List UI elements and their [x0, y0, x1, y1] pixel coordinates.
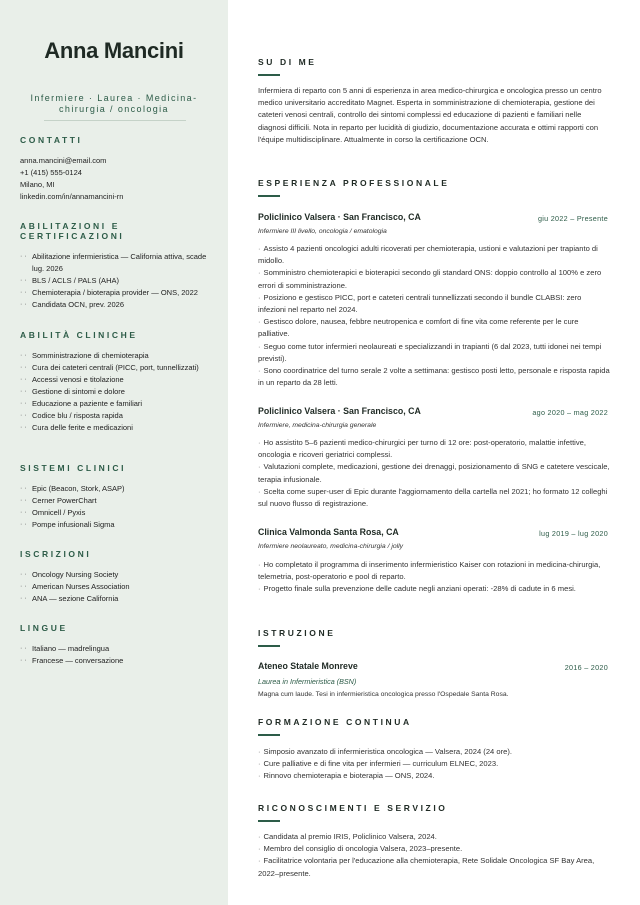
job-title: Clinica Valmonda Santa Rosa, CA	[258, 527, 399, 537]
list-item: · · ANA — sezione California	[20, 594, 119, 603]
systems-section	[20, 463, 220, 531]
education-rule	[258, 645, 280, 647]
memberships-heading: ISCRIZIONI	[20, 549, 92, 559]
awards-list	[258, 831, 610, 880]
clinical-skills-list	[20, 350, 220, 434]
job-bullets	[258, 559, 610, 596]
certifications-heading: ABILITAZIONI E CERTIFICAZIONI	[20, 221, 125, 241]
list-item: · · Somministrazione di chemioterapia	[20, 351, 149, 360]
list-item: · · Epic (Beacon, Stork, ASAP)	[20, 484, 125, 493]
job-dates: lug 2019 – lug 2020	[539, 529, 608, 538]
job-bullets	[258, 243, 610, 389]
list-item: · · Abilitazione infermieristica — California attiva, scade lug. 2026	[20, 252, 207, 273]
contacts-section	[20, 135, 220, 203]
job-title: Policlinico Valsera · San Francisco, CA	[258, 406, 421, 416]
list-item: · · Candidata OCN, prev. 2026	[20, 300, 124, 309]
list-item: · Facilitatrice volontaria per l'educazione alla chemioterapia, Rete Solidale Oncologica SF Bay Area, 2022–presente.	[258, 856, 595, 878]
list-item: · Scelta come super-user di Epic durante l'aggiornamento della cartella nel 2021; ho formato 12 colleghi sul nuovo flusso di registrazione.	[258, 486, 608, 509]
memberships-section	[20, 549, 220, 605]
job-title: Policlinico Valsera · San Francisco, CA	[258, 212, 421, 222]
list-item: · · Pompe infusionali Sigma	[20, 520, 115, 529]
certifications-section	[20, 221, 220, 311]
location: Milano, MI	[20, 180, 55, 189]
education-dates: 2016 – 2020	[564, 663, 608, 672]
list-item: · Simposio avanzato di infermieristica oncologica — Valsera, 2024 (24 ore).	[258, 747, 512, 756]
job-role: Infermiere, medicina-chirurgia generale	[258, 422, 377, 429]
training-heading: FORMAZIONE CONTINUA	[258, 717, 412, 727]
phone-number: +1 (415) 555-0124	[20, 168, 82, 177]
job-dates: giu 2022 – Presente	[537, 214, 608, 223]
memberships-list	[20, 569, 220, 605]
linkedin-link[interactable]: linkedin.com/in/annamancini-rn	[20, 192, 124, 201]
systems-heading: SISTEMI CLINICI	[20, 463, 127, 473]
list-item: · Somministro chemioterapici e bioterapici secondo gli standard ONS: doppio controllo al 100% e zero errori di somministrazione.	[258, 268, 602, 290]
list-item: · Posiziono e gestisco PICC, port e cateteri centrali tunnellizzati secondo il bundle CLABSI: zero infezioni nel reparto nel 2024.	[258, 292, 582, 315]
email-link[interactable]: anna.mancini@email.com	[20, 156, 107, 165]
languages-list	[20, 643, 220, 667]
education-heading: ISTRUZIONE	[258, 628, 336, 638]
certifications-list	[20, 251, 220, 311]
experience-heading: ESPERIENZA PROFESSIONALE	[258, 178, 450, 188]
about-rule	[258, 74, 280, 76]
training-rule	[258, 734, 280, 736]
education-note: Magna cum laude. Tesi in infermieristica oncologica presso l'Ospedale Santa Rosa.	[258, 691, 509, 698]
degree: Laurea in Infermieristica (BSN)	[258, 677, 357, 686]
languages-section	[20, 623, 220, 667]
list-item: · · Chemioterapia / bioterapia provider — ONS, 2022	[20, 288, 198, 297]
list-item: · Sono coordinatrice del turno serale 2 volte a settimana: gestisco posti letto, personale e risposta rapida in un reparto da 28 letti.	[258, 366, 610, 388]
list-item: · · Francese — conversazione	[20, 656, 124, 665]
languages-heading: LINGUE	[20, 623, 68, 633]
list-item: · · Cerner PowerChart	[20, 496, 97, 505]
list-item: · Cure palliative e di fine vita per infermieri — curriculum ELNEC, 2023.	[258, 759, 499, 769]
list-item: · · BLS / ACLS / PALS (AHA)	[20, 276, 119, 285]
list-item: · · Cura dei cateteri centrali (PICC, port, tunnellizzati)	[20, 363, 199, 372]
list-item: · Valutazioni complete, medicazioni, gestione dei drenaggi, posizionamento di SNG e catetere vescicale, terapia infusionale.	[258, 462, 610, 484]
list-item: · Candidata al premio IRIS, Policlinico Valsera, 2024.	[258, 832, 437, 841]
awards-heading: RICONOSCIMENTI E SERVIZIO	[258, 803, 448, 813]
about-heading: SU DI ME	[258, 57, 317, 67]
list-item: · Rinnovo chemioterapia e bioterapia — ONS, 2024.	[258, 771, 435, 781]
candidate-name: Anna Mancini	[44, 38, 184, 63]
list-item: · · Cura delle ferite e medicazioni	[20, 423, 133, 432]
systems-list	[20, 483, 220, 531]
list-item: · Progetto finale sulla prevenzione delle cadute negli anziani operati: -28% di cadute in 6 mesi.	[258, 584, 576, 594]
list-item: · · Educazione a paziente e familiari	[20, 399, 143, 408]
tagline: Infermiere · Laurea · Medicina-chirurgia / oncologia	[30, 93, 198, 114]
tagline-divider	[44, 120, 186, 121]
list-item: · · Codice blu / risposta rapida	[20, 411, 123, 420]
list-item: · Gestisco dolore, nausea, febbre neutropenica e comfort di fine vita come referente per le cure palliative.	[258, 317, 579, 339]
list-item: · Ho completato il programma di inserimento infermieristico Kaiser con rotazioni in medicina-chirurgia, telemetria, post-operatorio e pool di reparto.	[258, 560, 601, 582]
school-name: Ateneo Statale Monreve	[258, 661, 358, 671]
job-role: Infermiere neolaureato, medicina-chirurgia / jolly	[258, 543, 404, 550]
list-item: · · Accessi venosi e titolazione	[20, 375, 124, 384]
contacts-heading: CONTATTI	[20, 135, 83, 145]
list-item: · · Italiano — madrelingua	[20, 644, 110, 653]
list-item: · · American Nurses Association	[20, 582, 130, 591]
list-item: · Membro del consiglio di oncologia Valsera, 2023–presente.	[258, 844, 463, 854]
training-list	[258, 746, 610, 783]
list-item: · · Gestione di sintomi e dolore	[20, 387, 125, 396]
job-bullets	[258, 437, 610, 510]
about-text: Infermiera di reparto con 5 anni di esperienza in area medico-chirurgica e oncologica presso un centro medico universitario accreditato Magnet. Esperta in somministrazione di chemioterapia, gestione dei cateteri venosi centrali, controllo dei sintomi complessi ed educazione di pazienti e familiari nelle diagnosi difficili. Nota in reparto per lucidità di giudizio, documentazione accurata e ottimi rapporti con l'équipe multidisciplinare. Attualmente in corso la certificazione OCN.	[258, 86, 602, 144]
list-item: · Ho assistito 5–6 pazienti medico-chirurgici per turno di 12 ore: post-operatorio, malattie infettive, oncologia e ricoveri geriatrici complessi.	[258, 438, 587, 460]
list-item: · · Oncology Nursing Society	[20, 570, 119, 579]
awards-rule	[258, 820, 280, 822]
list-item: · · Omnicell / Pyxis	[20, 508, 86, 517]
experience-rule	[258, 195, 280, 197]
clinical-skills-heading: ABILITÀ CLINICHE	[20, 330, 138, 340]
job-dates: ago 2020 – mag 2022	[532, 408, 608, 417]
sidebar	[0, 0, 228, 905]
clinical-skills-section	[20, 330, 220, 434]
list-item: · Assisto 4 pazienti oncologici adulti ricoverati per chemioterapia, ustioni e valutazioni per trapianto di midollo.	[258, 244, 598, 266]
list-item: · Seguo come tutor infermieri neolaureati e specializzandi in trapianti (6 dal 2023, tutti idonei nei tempi previsti).	[258, 341, 602, 363]
job-role: Infermiere III livello, oncologia / ematologia	[258, 228, 387, 235]
